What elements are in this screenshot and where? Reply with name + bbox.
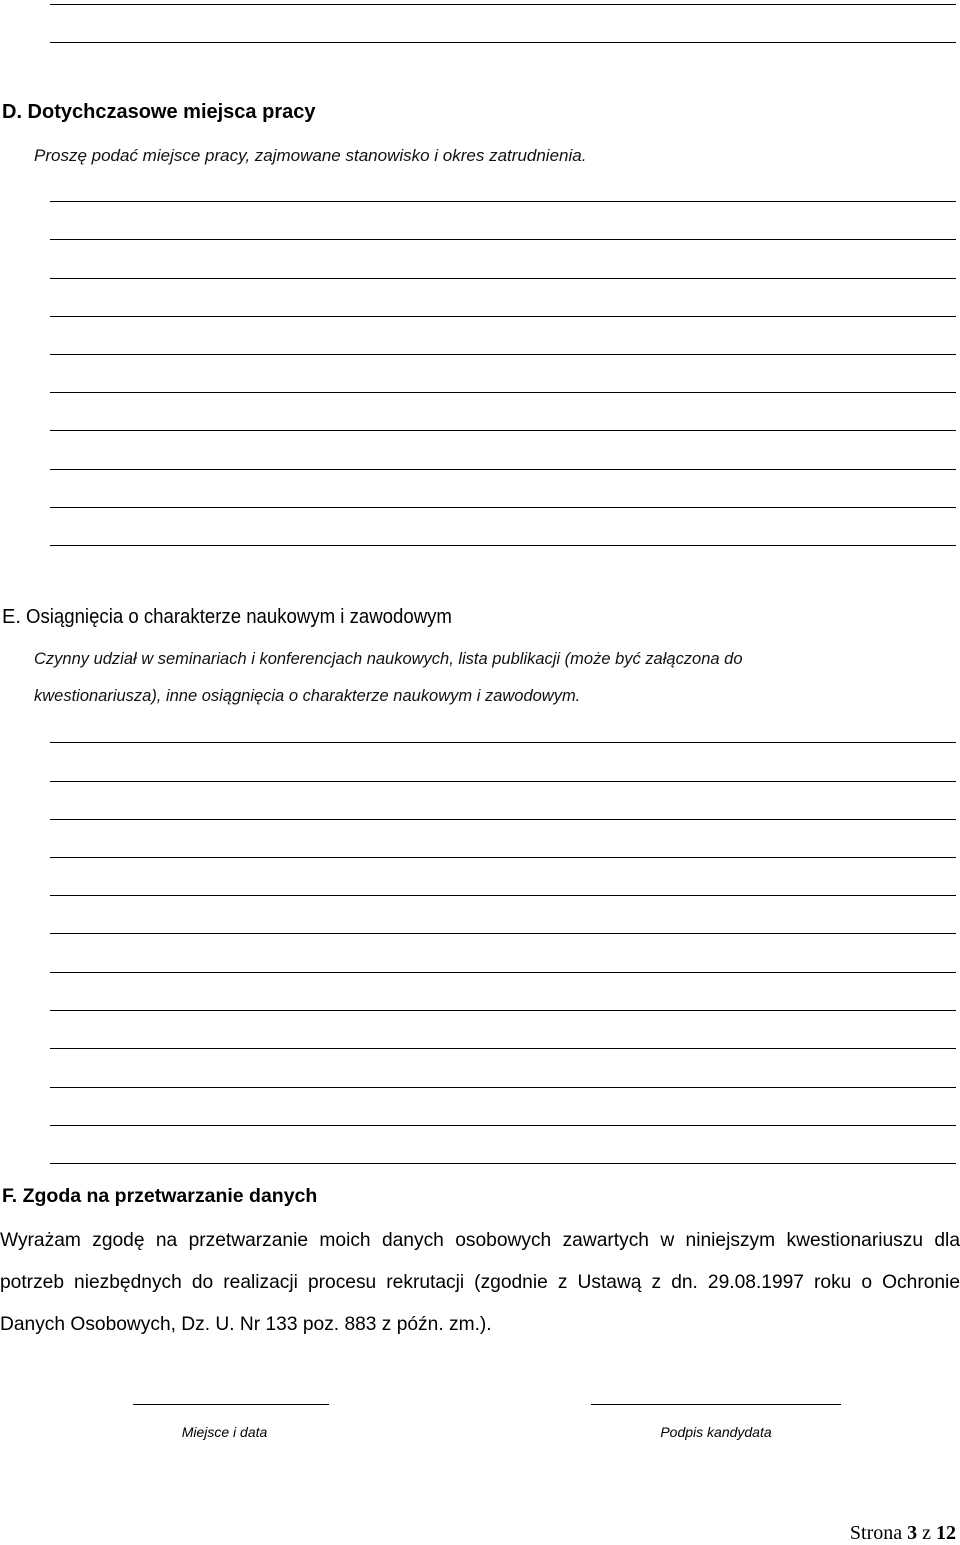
section-e-instruction-line-1: Czynny udział w seminariach i konferencjach naukowych, lista publikacji (może być załączona do — [34, 649, 743, 668]
candidate-signature-line[interactable] — [591, 1404, 841, 1405]
answer-line[interactable] — [50, 545, 956, 546]
answer-line[interactable] — [50, 972, 956, 973]
current-page-number: 3 — [907, 1522, 918, 1544]
candidate-signature-label: Podpis kandydata — [660, 1424, 772, 1440]
page-number — [850, 1522, 956, 1545]
consent-text: Wyrażam zgodę na przetwarzanie moich danych osobowych zawartych w niniejszym kwestionariuszu dla potrzeb niezbędnych do realizacji procesu rekrutacji (zgodnie z Ustawą z dn. 29.08.1997 roku o Ochronie Danych Osobowych, Dz. U. Nr 133 poz. 883 z późn. zm.). — [0, 1230, 960, 1335]
answer-line[interactable] — [50, 392, 956, 393]
answer-line[interactable] — [50, 354, 956, 355]
answer-line[interactable] — [50, 239, 956, 240]
section-e-title-text: Osiągnięcia o charakterze naukowym i zawodowym — [26, 606, 453, 628]
answer-line[interactable] — [50, 857, 956, 858]
section-d-title: D. Dotychczasowe miejsca pracy — [2, 101, 316, 123]
answer-line[interactable] — [50, 42, 956, 43]
answer-line[interactable] — [50, 1048, 956, 1049]
section-d-instruction: Proszę podać miejsce pracy, zajmowane stanowisko i okres zatrudnienia. — [34, 146, 587, 165]
answer-line[interactable] — [50, 1087, 956, 1088]
answer-line[interactable] — [50, 933, 956, 934]
answer-line[interactable] — [50, 201, 956, 202]
section-e-instruction-line-2: kwestionariusza), inne osiągnięcia o charakterze naukowym i zawodowym. — [34, 686, 581, 705]
answer-line[interactable] — [50, 278, 956, 279]
section-e-title-prefix: E. — [2, 606, 27, 628]
place-date-label: Miejsce i data — [181, 1424, 268, 1440]
place-date-signature-line[interactable] — [133, 1404, 329, 1405]
answer-line[interactable] — [50, 469, 956, 470]
total-pages-number: 12 — [936, 1522, 956, 1544]
answer-line[interactable] — [50, 742, 956, 743]
answer-line[interactable] — [50, 781, 956, 782]
answer-line[interactable] — [50, 316, 956, 317]
answer-line[interactable] — [50, 1125, 956, 1126]
answer-line[interactable] — [50, 507, 956, 508]
answer-line[interactable] — [50, 1163, 956, 1164]
answer-line[interactable] — [50, 819, 956, 820]
section-f-title: F. Zgoda na przetwarzanie danych — [2, 1185, 318, 1207]
page-separator: z — [917, 1522, 936, 1544]
answer-line[interactable] — [50, 4, 956, 5]
answer-line[interactable] — [50, 430, 956, 431]
answer-line[interactable] — [50, 895, 956, 896]
answer-line[interactable] — [50, 1010, 956, 1011]
section-e-title — [2, 606, 484, 629]
page-prefix: Strona — [849, 1522, 908, 1544]
